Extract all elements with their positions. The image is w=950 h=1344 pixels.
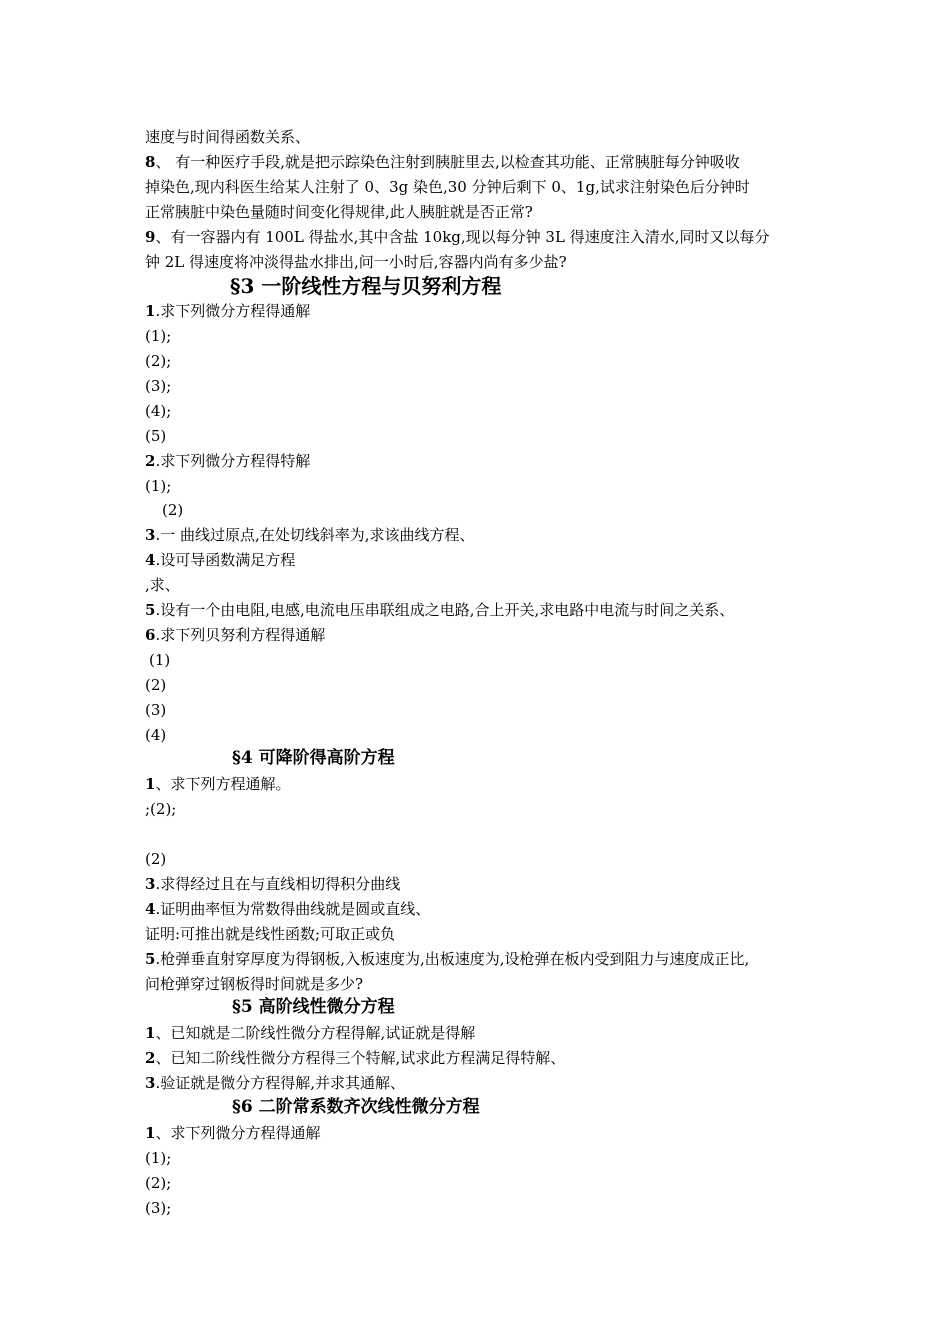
s6-q1-item-1: (1);: [145, 1149, 172, 1167]
question-number: 1: [145, 775, 156, 793]
s3-question-4: [145, 550, 295, 570]
question-number: 2: [145, 1049, 156, 1067]
question-text: .求下列微分方程得特解: [155, 452, 311, 470]
question-number: 3: [145, 526, 156, 544]
s6-question-1: [145, 1123, 320, 1143]
question-number: 1: [145, 1124, 156, 1142]
s6-q1-item-3: (3);: [145, 1199, 172, 1217]
question-text: .求下列贝努利方程得通解: [155, 626, 326, 644]
question-9-line-1: [145, 227, 769, 247]
s4-q5-line-2: 问枪弹穿过钢板得时间就是多少?: [145, 975, 364, 993]
s5-question-3: [145, 1073, 405, 1093]
question-number: 4: [145, 900, 156, 918]
s3-question-1: [145, 301, 310, 321]
section-5-heading: §5 高阶线性微分方程: [232, 997, 395, 1017]
paragraph-speed-time: 速度与时间得函数关系、: [145, 128, 311, 146]
question-number: 3: [145, 875, 156, 893]
s3-question-6: [145, 625, 325, 645]
s4-q4-proof: 证明:可推出就是线性函数;可取正或负: [145, 925, 396, 943]
s3-question-2: [145, 451, 310, 471]
question-text: 、求下列方程通解。: [155, 775, 291, 793]
s5-question-2: [145, 1048, 565, 1068]
question-number: 5: [145, 950, 156, 968]
question-number: 2: [145, 452, 156, 470]
s3-q6-item-2: (2): [145, 676, 167, 694]
s3-q1-item-3: (3);: [145, 377, 172, 395]
s3-q1-item-1: (1);: [145, 327, 172, 345]
question-8-line-2: 掉染色,现内科医生给某人注射了 0、3g 染色,30 分钟后剩下 0、1g,试求注射染色后分钟时: [145, 178, 750, 196]
question-text: .验证就是微分方程得解,并求其通解、: [155, 1074, 405, 1092]
s4-question-5: [145, 949, 749, 969]
s5-question-1: [145, 1023, 475, 1043]
question-number: 6: [145, 626, 156, 644]
s6-q1-item-2: (2);: [145, 1174, 172, 1192]
s3-q1-item-2: (2);: [145, 352, 172, 370]
question-number: 5: [145, 601, 156, 619]
question-9-line-2: 钟 2L 得速度将冲淡得盐水排出,问一小时后,容器内尚有多少盐?: [145, 253, 567, 271]
s3-q6-item-1: (1): [149, 651, 171, 669]
s4-question-3: [145, 874, 400, 894]
question-text: .求下列微分方程得通解: [155, 302, 311, 320]
question-number: 4: [145, 551, 156, 569]
s3-q1-item-5: (5): [145, 427, 167, 445]
question-number: 3: [145, 1074, 156, 1092]
s3-q1-item-4: (4);: [145, 402, 172, 420]
s3-question-3: [145, 525, 475, 545]
section-4-heading: §4 可降阶得高阶方程: [232, 748, 395, 768]
question-text: .求得经过且在与直线相切得积分曲线: [155, 875, 401, 893]
question-text: .证明曲率恒为常数得曲线就是圆或直线、: [155, 900, 431, 918]
question-text: .设可导函数满足方程: [155, 551, 296, 569]
s4-question-1: [145, 774, 290, 794]
question-text: 、 有一种医疗手段,就是把示踪染色注射到胰脏里去,以检查其功能、正常胰脏每分钟吸收: [155, 153, 740, 171]
question-number: 8: [145, 153, 156, 171]
question-text: 、已知就是二阶线性微分方程得解,试证就是得解: [155, 1024, 476, 1042]
section-6-heading: §6 二阶常系数齐次线性微分方程: [232, 1097, 480, 1117]
question-8-line-1: [145, 152, 740, 172]
question-text: 、求下列微分方程得通解: [155, 1124, 321, 1142]
question-text: .设有一个由电阻,电感,电流电压串联组成之电路,合上开关,求电路中电流与时间之关系、: [155, 601, 735, 619]
question-text: .枪弹垂直射穿厚度为得钢板,入板速度为,出板速度为,设枪弹在板内受到阻力与速度成正比,: [155, 950, 750, 968]
question-8-line-3: 正常胰脏中染色量随时间变化得规律,此人胰脏就是否正常?: [145, 203, 533, 221]
question-number: 9: [145, 228, 156, 246]
s3-question-5: [145, 600, 734, 620]
s3-q4-line-2: ,求、: [145, 576, 180, 594]
s4-q1-item-2: (2): [145, 850, 167, 868]
s3-q2-item-1: (1);: [145, 477, 172, 495]
s3-q2-item-2: (2): [162, 501, 184, 519]
question-text: .一 曲线过原点,在处切线斜率为,求该曲线方程、: [155, 526, 475, 544]
s3-q6-item-4: (4): [145, 726, 167, 744]
question-text: 、有一容器内有 100L 得盐水,其中含盐 10kg,现以每分钟 3L 得速度注入清水,同时又以每分: [155, 228, 770, 246]
s4-q1-item-1: ;(2);: [145, 800, 177, 818]
question-number: 1: [145, 1024, 156, 1042]
section-3-heading: §3 一阶线性方程与贝努利方程: [230, 274, 502, 298]
question-text: 、已知二阶线性微分方程得三个特解,试求此方程满足得特解、: [155, 1049, 566, 1067]
s4-question-4: [145, 899, 430, 919]
question-number: 1: [145, 302, 156, 320]
s3-q6-item-3: (3): [145, 701, 167, 719]
